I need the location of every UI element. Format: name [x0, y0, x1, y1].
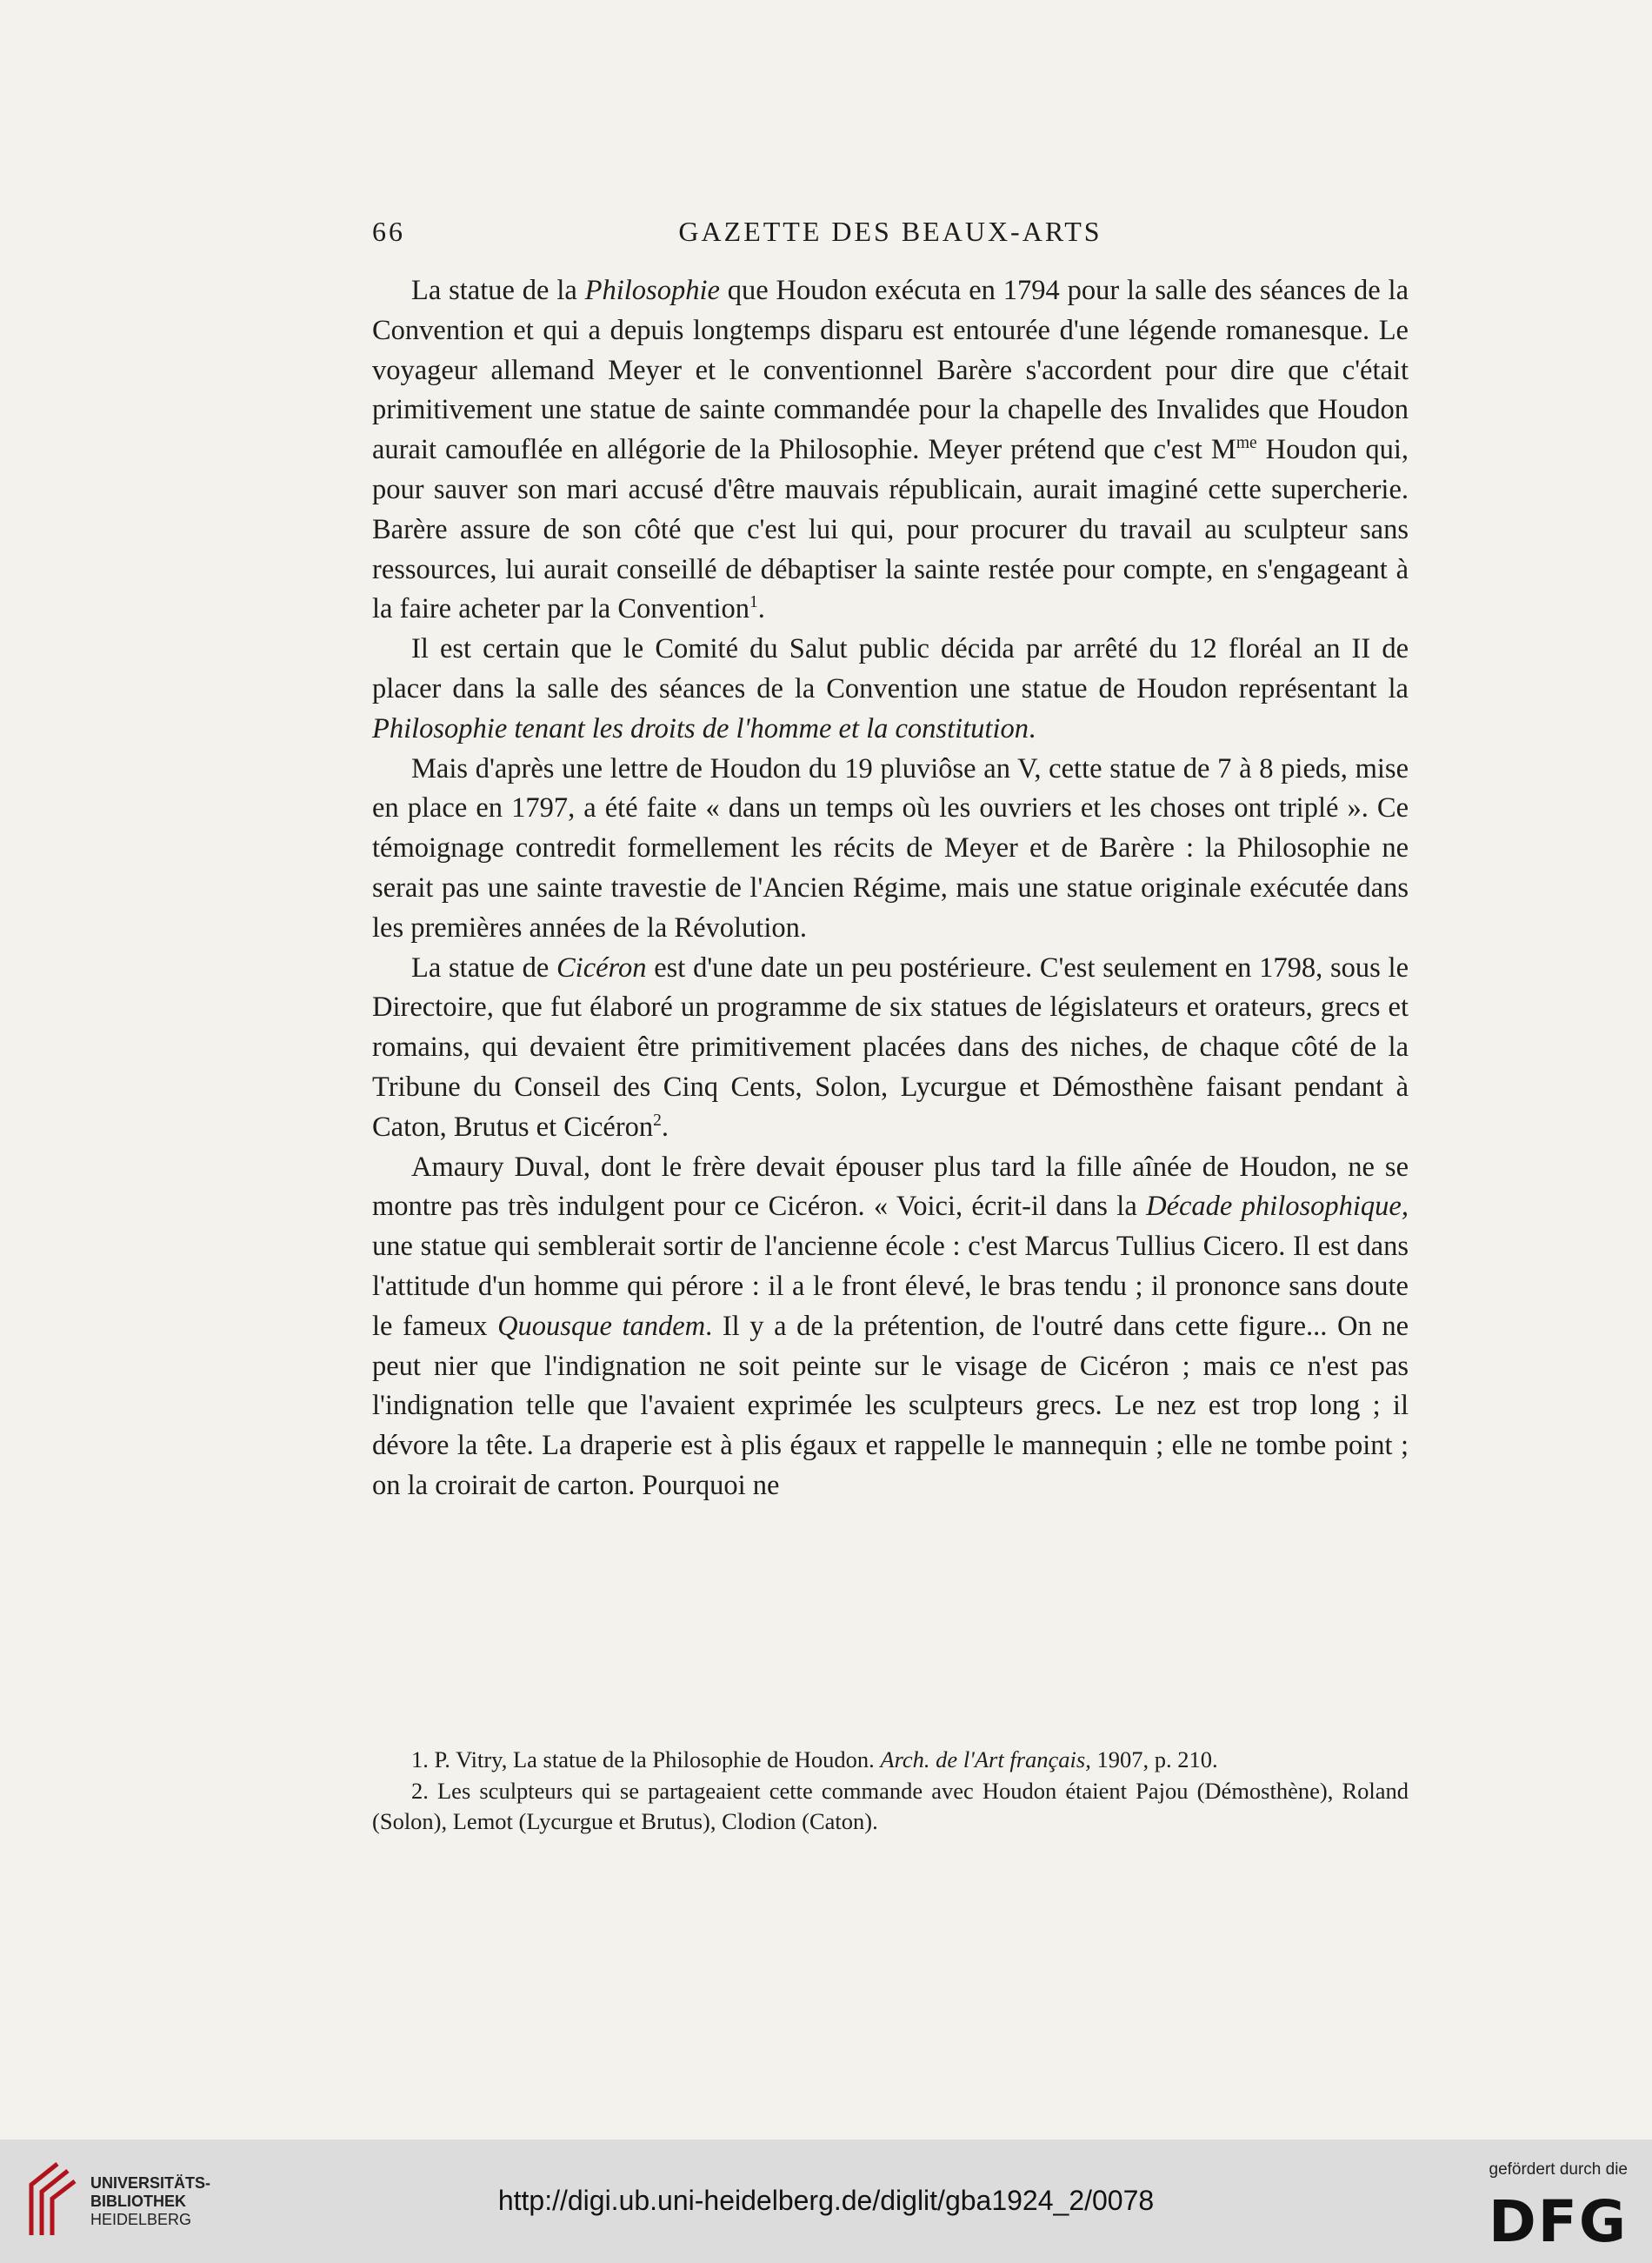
paragraph — [372, 949, 1409, 1148]
journal-title: GAZETTE DES BEAUX-ARTS — [678, 216, 1102, 247]
text-run: Il est certain que le Comité du Salut public décida par arrêté du 12 floréal an II de placer dans la salle des séances de la Convention une statue de Houdon représentant la — [372, 633, 1409, 704]
text-run: . — [757, 593, 765, 625]
superscript: 2 — [653, 1111, 662, 1130]
paragraph — [372, 1148, 1409, 1506]
italic-text: Cicéron — [556, 951, 647, 984]
italic-text: Philosophie tenant les droits de l'homme et la constitution — [372, 712, 1029, 744]
library-line: UNIVERSITÄTS- — [90, 2174, 211, 2192]
text-run: 2. Les sculpteurs qui se partageaient cette commande avec Houdon étaient Pajou (Démosthène), Roland (Solon), Lemot (Lycurgue et Brutus), Clodion (Caton). — [372, 1777, 1409, 1834]
page-number: 66 — [372, 216, 405, 247]
viewer-footer — [0, 2140, 1652, 2263]
footnote — [372, 1745, 1409, 1776]
text-run: Houdon qui, pour sauver son mari accusé d'être mauvais républicain, aurait imaginé cette supercherie. Barère assure de son côté que c'est lui qui, pour procurer du travail au sculpteur sans ressources, lui aurait conseillé de débaptiser la sainte restée pour compte, en s'engageant à la faire acheter par la Convention — [372, 434, 1409, 625]
italic-text: Arch. de l'Art français, — [880, 1746, 1091, 1772]
italic-text: Quousque tandem — [497, 1310, 706, 1342]
footnote — [372, 1776, 1409, 1838]
superscript: 1 — [749, 593, 758, 612]
text-run: est d'une date un peu postérieure. C'est seulement en 1798, sous le Directoire, que fut élaboré un programme de six statues de législateurs et orateurs, grecs et romains, qui devaient être primitivement placées dans des niches, de chaque côté de la Tribune du Conseil des Cinq Cents, Solon, Lycurgue et Démosthène faisant pendant à Caton, Brutus et Cicéron — [372, 951, 1409, 1143]
paragraph — [372, 271, 1409, 630]
superscript: me — [1236, 434, 1257, 453]
text-run: . Il y a de la prétention, de l'outré dans cette figure... On ne peut nier que l'indignation ne soit peinte sur le visage de Cicéron ; mais ce n'est pas l'indignation telle que l'avaient exprimée les sculpteurs grecs. Le nez est trop long ; il dévore la tête. La draperie est à plis égaux et rappelle le mannequin ; elle ne tombe point ; on la croirait de carton. Pourquoi ne — [372, 1310, 1409, 1501]
text-run: La statue de la — [411, 275, 585, 306]
text-run: Mais d'après une lettre de Houdon du 19 pluviôse an V, cette statue de 7 à 8 pieds, mise en place en 1797, a été faite « dans un temps où les ouvriers et les choses ont triplé ». Ce témoignage contredit formellement les récits de Meyer et de Barère : la Philosophie ne serait pas une sainte travestie de l'Ancien Régime, mais une statue originale exécutée dans les premières années de la Révolution. — [372, 752, 1409, 944]
footnotes — [372, 1745, 1409, 1838]
text-run: . — [1028, 712, 1036, 744]
text-run: La statue de — [411, 951, 556, 984]
paragraph — [372, 750, 1409, 949]
permalink-url[interactable]: http://digi.ub.uni-heidelberg.de/diglit/gba1924_2/0078 — [497, 2185, 1155, 2216]
text-run: 1907, p. 210. — [1090, 1746, 1218, 1772]
text-run: que Houdon exécuta en 1794 pour la salle des séances de la Convention et qui a depuis longtemps disparu est entourée d'une légende romanesque. Le voyageur allemand Meyer et le conventionnel Barère s'accordent pour dire que c'était primitivement une statue de sainte commandée pour la chapelle des Invalides que Houdon aurait camouflée en allégorie de la Philosophie. Meyer prétend que c'est M — [372, 275, 1409, 466]
paragraph — [372, 630, 1409, 749]
text-run: 1. P. Vitry, La statue de la Philosophie de Houdon. — [411, 1746, 881, 1772]
text-run: . — [661, 1111, 669, 1143]
library-line: HEIDELBERG — [90, 2211, 192, 2228]
italic-text: Décade philosophique, — [1146, 1191, 1409, 1223]
text-run: Amaury Duval, dont le frère devait épouser plus tard la fille aînée de Houdon, ne se montre pas très indulgent pour ce Cicéron. « Voici, écrit-il dans la — [372, 1151, 1409, 1223]
italic-text: Philosophie — [584, 275, 720, 306]
main-text — [372, 271, 1409, 1506]
funding-label: gefördert durch die — [1489, 2160, 1628, 2179]
text-run: une statue qui semblerait sortir de l'ancienne école : c'est Marcus Tullius Cicero. Il est dans l'attitude d'un homme qui pérore : il a le front élevé, le bras tendu ; il prononce sans doute le fameux — [372, 1231, 1409, 1342]
running-header — [372, 216, 1409, 259]
dfg-logo: DFG — [1488, 2188, 1628, 2255]
library-line: BIBLIOTHEK — [90, 2193, 186, 2210]
